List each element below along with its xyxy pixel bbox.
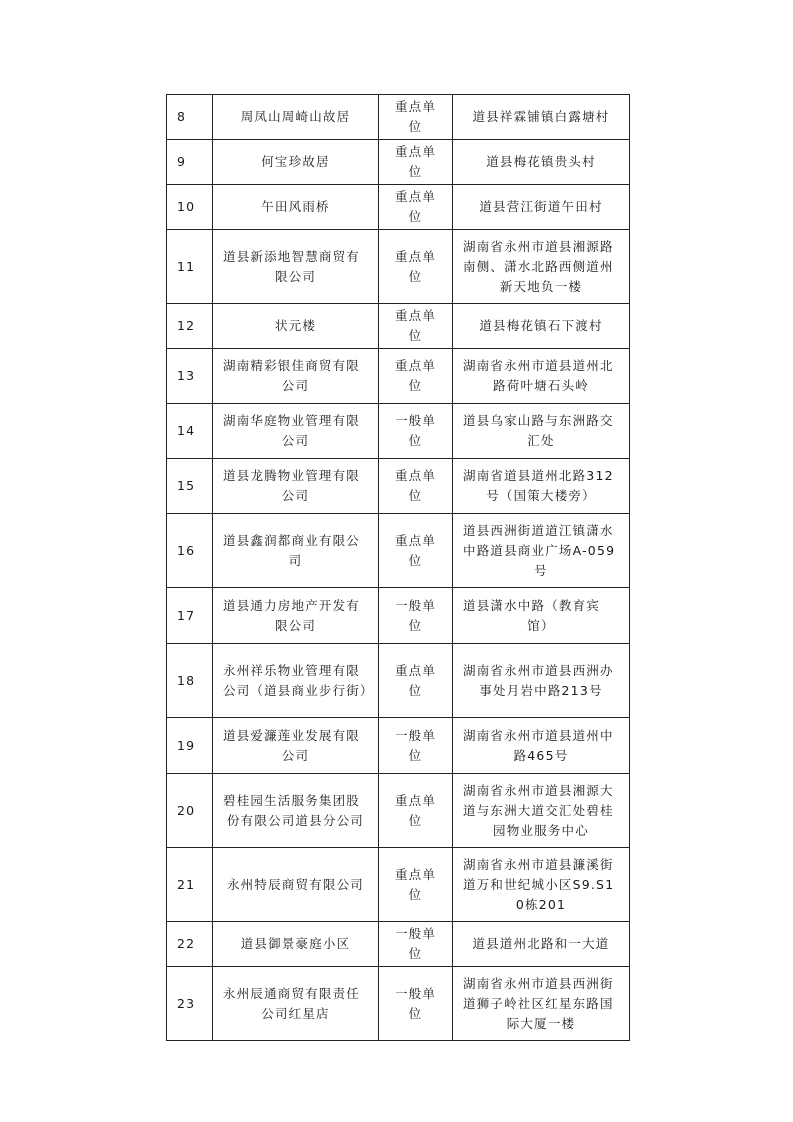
row-number: 17 [167,588,213,644]
unit-name: 状元楼 [213,304,379,349]
table-row [167,774,630,848]
row-number: 22 [167,922,213,967]
unit-level: 重点单位 [379,774,453,848]
unit-level: 重点单位 [379,459,453,514]
unit-level: 一般单位 [379,404,453,459]
table-row [167,848,630,922]
unit-name: 永州辰通商贸有限责任公司红星店 [213,967,379,1041]
row-number: 18 [167,644,213,718]
unit-level: 重点单位 [379,514,453,588]
unit-name: 永州祥乐物业管理有限公司（道县商业步行街） [213,644,379,718]
table-row [167,304,630,349]
table-row [167,588,630,644]
unit-address: 道县梅花镇石下渡村 [453,304,630,349]
unit-level: 重点单位 [379,349,453,404]
unit-name: 道县龙腾物业管理有限公司 [213,459,379,514]
unit-address: 道县营江街道午田村 [453,185,630,230]
unit-address: 湖南省永州市道县道州中路465号 [453,718,630,774]
unit-address: 湖南省永州市道县西洲办事处月岩中路213号 [453,644,630,718]
unit-level: 重点单位 [379,140,453,185]
unit-address: 湖南省永州市道县湘源路南侧、潇水北路西侧道州新天地负一楼 [453,230,630,304]
unit-name: 湖南精彩银佳商贸有限公司 [213,349,379,404]
table-row [167,95,630,140]
table-row [167,230,630,304]
row-number: 19 [167,718,213,774]
unit-level: 一般单位 [379,588,453,644]
row-number: 23 [167,967,213,1041]
unit-address: 湖南省永州市道县濂溪街道万和世纪城小区S9.S10栋201 [453,848,630,922]
row-number: 10 [167,185,213,230]
unit-name: 永州特辰商贸有限公司 [213,848,379,922]
unit-name: 何宝珍故居 [213,140,379,185]
unit-address: 湖南省永州市道县西洲街道狮子岭社区红星东路国际大厦一楼 [453,967,630,1041]
unit-address: 道县梅花镇贵头村 [453,140,630,185]
row-number: 13 [167,349,213,404]
row-number: 21 [167,848,213,922]
table-row [167,404,630,459]
row-number: 14 [167,404,213,459]
unit-level: 一般单位 [379,967,453,1041]
unit-level: 一般单位 [379,718,453,774]
unit-level: 重点单位 [379,644,453,718]
unit-address: 湖南省道县道州北路312号（国策大楼旁） [453,459,630,514]
unit-address: 道县潇水中路（教育宾馆） [453,588,630,644]
row-number: 16 [167,514,213,588]
unit-name: 碧桂园生活服务集团股份有限公司道县分公司 [213,774,379,848]
unit-name: 道县鑫润都商业有限公司 [213,514,379,588]
table-row [167,459,630,514]
table-row [167,349,630,404]
unit-level: 重点单位 [379,304,453,349]
table-row [167,185,630,230]
table-row [167,514,630,588]
table-row [167,922,630,967]
unit-name: 道县爱濂莲业发展有限公司 [213,718,379,774]
row-number: 12 [167,304,213,349]
unit-name: 道县通力房地产开发有限公司 [213,588,379,644]
unit-level: 重点单位 [379,185,453,230]
unit-name: 周凤山周崎山故居 [213,95,379,140]
row-number: 8 [167,95,213,140]
unit-name: 道县新添地智慧商贸有限公司 [213,230,379,304]
unit-address: 道县西洲街道道江镇潇水中路道县商业广场A-059号 [453,514,630,588]
unit-level: 重点单位 [379,95,453,140]
row-number: 15 [167,459,213,514]
unit-address: 道县乌家山路与东洲路交汇处 [453,404,630,459]
table-row [167,644,630,718]
unit-name: 午田风雨桥 [213,185,379,230]
unit-level: 重点单位 [379,848,453,922]
table-body [167,95,630,1041]
row-number: 20 [167,774,213,848]
table-row [167,140,630,185]
row-number: 9 [167,140,213,185]
unit-name: 湖南华庭物业管理有限公司 [213,404,379,459]
unit-address: 湖南省永州市道县道州北路荷叶塘石头岭 [453,349,630,404]
unit-address: 道县道州北路和一大道 [453,922,630,967]
table-row [167,718,630,774]
unit-name: 道县御景豪庭小区 [213,922,379,967]
row-number: 11 [167,230,213,304]
unit-level: 一般单位 [379,922,453,967]
unit-level: 重点单位 [379,230,453,304]
unit-address: 道县祥霖铺镇白露塘村 [453,95,630,140]
fire-safety-units-table [166,94,630,1041]
table-row [167,967,630,1041]
unit-address: 湖南省永州市道县湘源大道与东洲大道交汇处碧桂园物业服务中心 [453,774,630,848]
